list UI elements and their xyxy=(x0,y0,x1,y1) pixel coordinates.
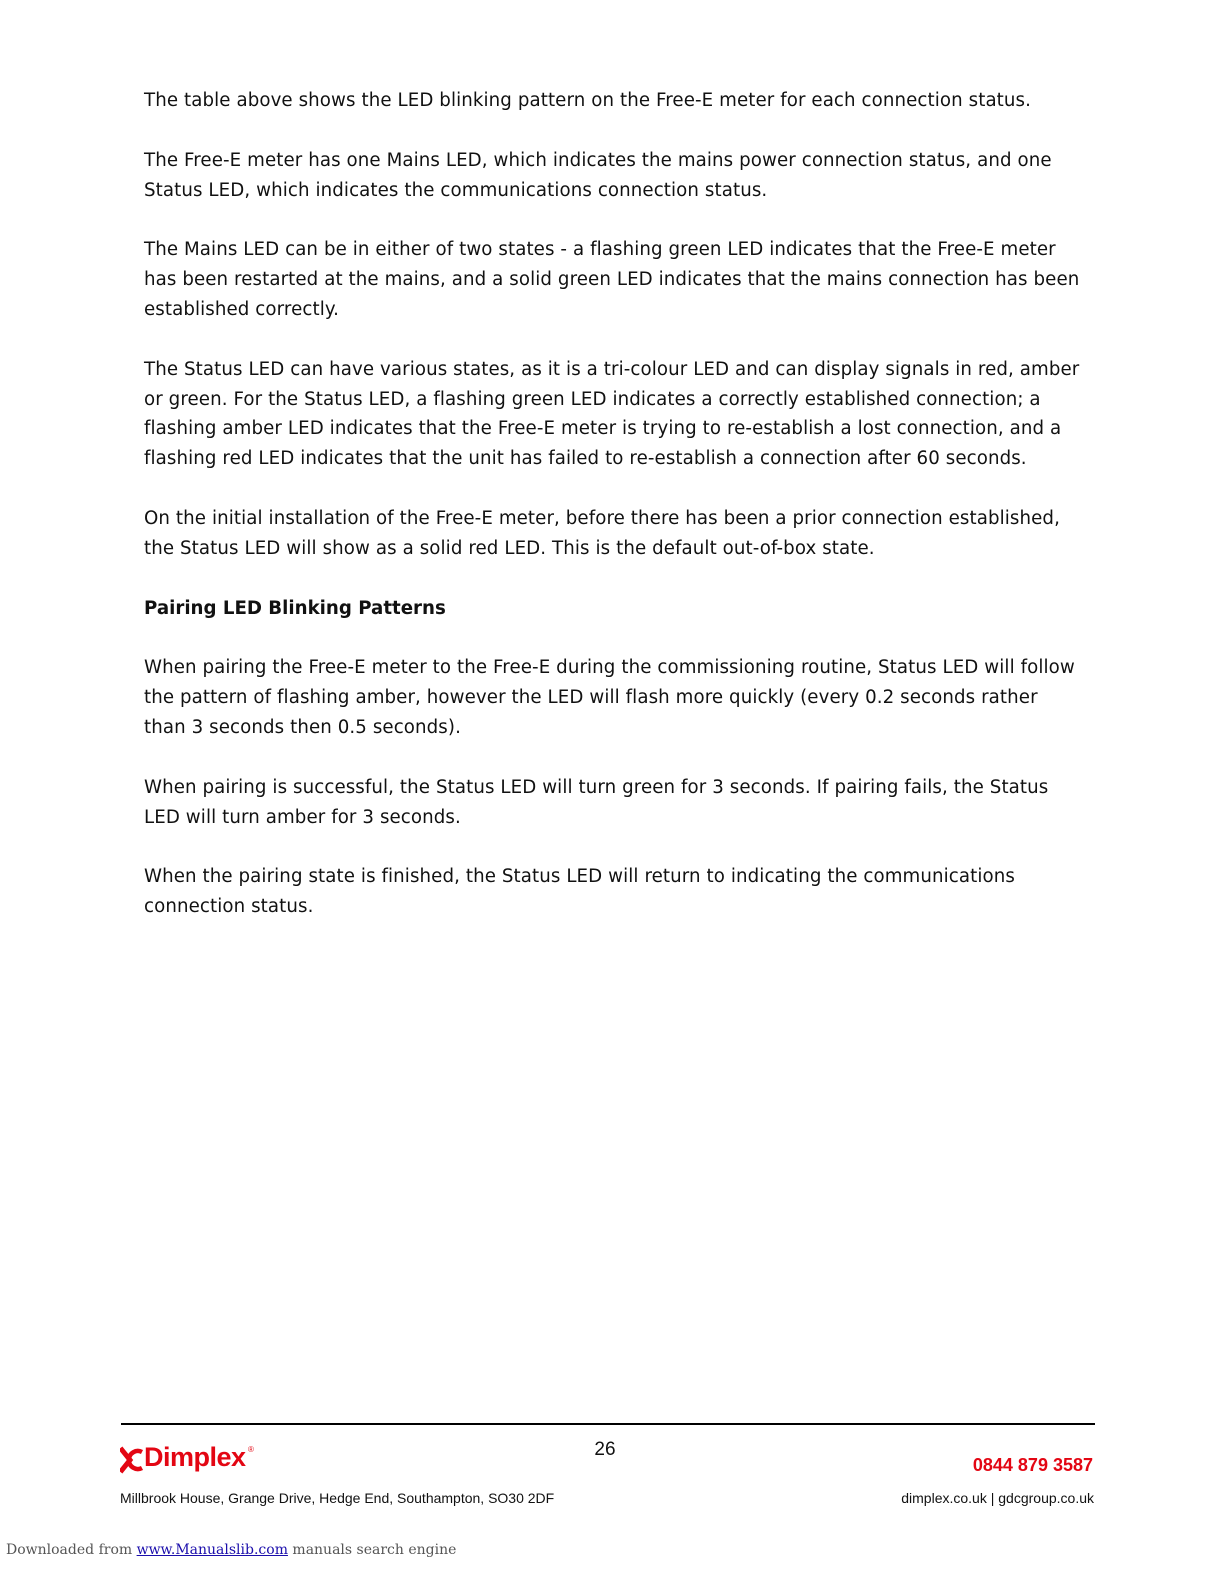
paragraph-status-led: The Status LED can have various states, as it is a tri-colour LED and can display signals in red, amber or green. For the Status LED, a flashing green LED indicates a correctly established connection; a flashing amber LED indicates that the Free-E meter is trying to re-establish a lost connection, and a flashing red LED indicates that the unit has failed to re-establish a connection after 60 seconds. xyxy=(144,358,1080,470)
manualslib-link[interactable]: www.Manualslib.com xyxy=(136,1542,288,1558)
page-content xyxy=(144,86,1084,952)
company-address: Millbrook House, Grange Drive, Hedge End, Southampton, SO30 2DF xyxy=(120,1490,555,1506)
paragraph-pairing-finished: When the pairing state is finished, the Status LED will return to indicating the communications connection status. xyxy=(144,866,1015,918)
section-heading: Pairing LED Blinking Patterns xyxy=(144,597,446,619)
phone-number: 0844 879 3587 xyxy=(972,1455,1093,1475)
logo-registered-mark: ® xyxy=(248,1445,254,1454)
dimplex-mark-icon xyxy=(120,1446,144,1474)
footer-divider xyxy=(121,1423,1095,1425)
download-note-suffix: manuals search engine xyxy=(287,1542,457,1558)
page-number: 26 xyxy=(594,1439,616,1460)
dimplex-logo xyxy=(120,1444,280,1476)
paragraph-pairing-pattern: When pairing the Free-E meter to the Free-E during the commissioning routine, Status LED will follow the pattern of flashing amber, however the LED will flash more quickly (every 0.2 seconds rather than 3 seconds then 0.5 seconds). xyxy=(144,657,1075,738)
paragraph-pairing-result: When pairing is successful, the Status LED will turn green for 3 seconds. If pairing fails, the Status LED will turn amber for 3 seconds. xyxy=(144,776,1049,828)
paragraph-mains-led: The Mains LED can be in either of two states - a flashing green LED indicates that the Free-E meter has been restarted at the mains, and a solid green LED indicates that the mains connection has been established correctly. xyxy=(144,239,1080,320)
logo-wordmark: Dimplex xyxy=(144,1442,246,1472)
paragraph-led-overview: The Free-E meter has one Mains LED, which indicates the mains power connection status, and one Status LED, which indicates the communications connection status. xyxy=(144,149,1052,201)
paragraph-initial-install: On the initial installation of the Free-E meter, before there has been a prior connection established, the Status LED will show as a solid red LED. This is the default out-of-box state. xyxy=(144,507,1060,559)
download-note-prefix: Downloaded from xyxy=(6,1542,137,1558)
download-note xyxy=(6,1542,456,1558)
company-websites: dimplex.co.uk | gdcgroup.co.uk xyxy=(901,1490,1094,1506)
paragraph-table-intro: The table above shows the LED blinking pattern on the Free-E meter for each connection status. xyxy=(144,90,1031,111)
